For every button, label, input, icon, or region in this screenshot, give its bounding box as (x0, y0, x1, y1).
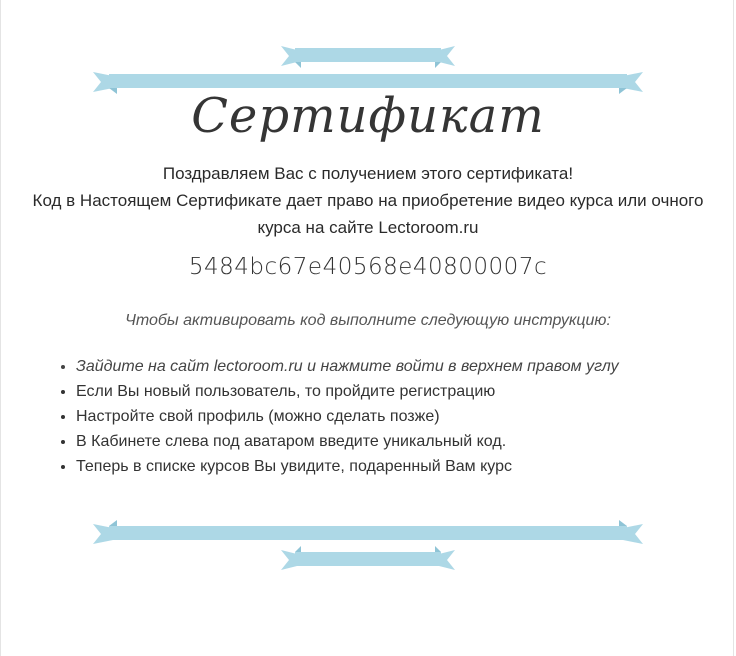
instruction-heading: Чтобы активировать код выполните следующую инструкцию: (125, 312, 611, 329)
list-item: • Если Вы новый пользователь, то пройдите регистрацию (76, 379, 726, 404)
list-item: • Зайдите на сайт lectoroom.ru и нажмите войти в верхнем правом углу (76, 354, 726, 379)
intro-text (21, 160, 715, 241)
list-item: • В Кабинете слева под аватаром введите уникальный код. (76, 429, 726, 454)
certificate-code: 5484bc67e40568e40800007c (188, 254, 548, 280)
list-item: • Теперь в списке курсов Вы увидите, подаренный Вам курс (76, 454, 726, 479)
intro-line-congrats: Поздравляем Вас с получением этого сертификата! (162, 164, 574, 183)
list-item: • Настройте свой профиль (можно сделать позже) (76, 404, 726, 429)
intro-line-site: курса на сайте Lectoroom.ru (257, 218, 479, 237)
ribbon-bottom-decoration (1, 520, 735, 580)
steps-list (56, 354, 726, 479)
intro-line-rights: Код в Настоящем Сертификате дает право на приобретение видео курса или очного (32, 191, 704, 210)
certificate-title: Сертификат (191, 88, 545, 144)
